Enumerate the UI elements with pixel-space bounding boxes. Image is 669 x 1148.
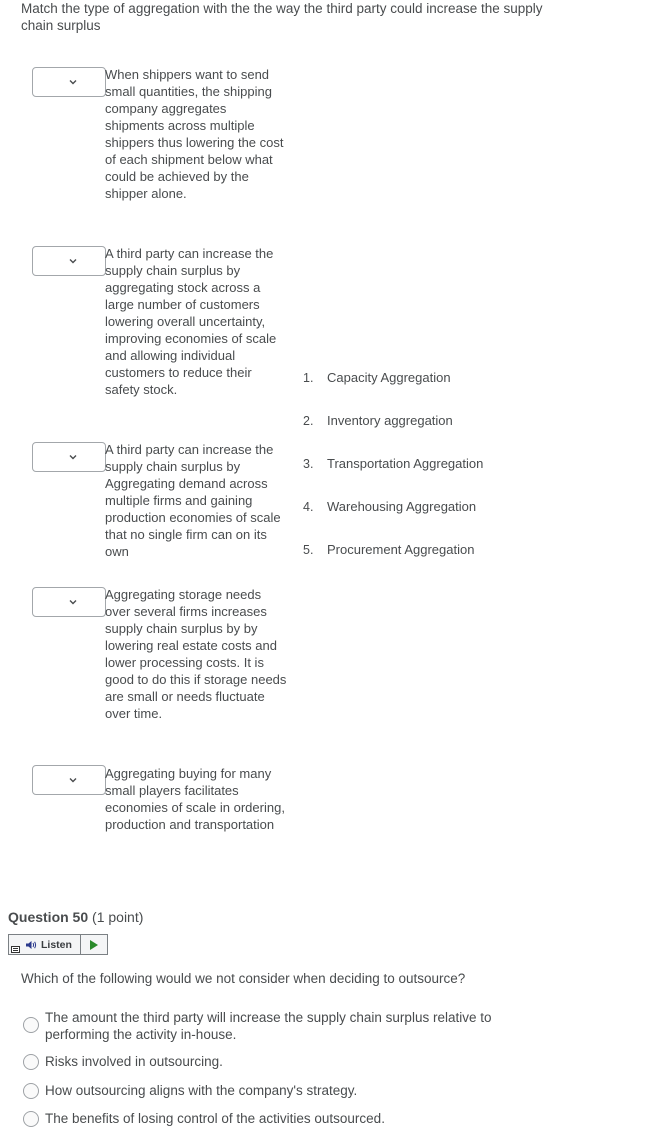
answer-choice-5	[303, 541, 483, 584]
match-select-1[interactable]	[32, 67, 106, 97]
answer-option-1[interactable]	[23, 1009, 543, 1043]
answer-number: 3.	[303, 457, 314, 471]
question-heading	[8, 908, 143, 926]
answer-choice-3	[303, 455, 483, 498]
option-label: The benefits of losing control of the activities outsourced.	[45, 1111, 385, 1126]
answer-option-3[interactable]	[23, 1082, 543, 1100]
answer-option-2[interactable]	[23, 1053, 543, 1071]
match-description-4: Aggregating storage needs over several firms increases supply chain surplus by by lowering real estate costs and lower processing costs. It is good to do this if storage needs are small or needs fluctuate over time.	[105, 587, 287, 721]
match-select-3[interactable]	[32, 442, 106, 472]
answer-choice-2	[303, 412, 483, 455]
answer-number: 5.	[303, 543, 314, 557]
answer-number: 4.	[303, 500, 314, 514]
speaker-icon	[26, 940, 38, 950]
listen-label: Listen	[41, 938, 72, 951]
match-select-4[interactable]	[32, 587, 106, 617]
answer-label: Procurement Aggregation	[327, 542, 475, 557]
answer-label: Warehousing Aggregation	[327, 499, 477, 514]
radio-button[interactable]	[23, 1017, 39, 1033]
question-number: Question 50	[8, 909, 89, 925]
answer-number: 2.	[303, 414, 314, 428]
answer-number: 1.	[303, 371, 314, 385]
answer-option-4[interactable]	[23, 1110, 543, 1128]
match-description-2: A third party can increase the supply chain surplus by aggregating stock across a large number of customers lowering overall uncertainty, improving economies of scale and allowing individual customers to reduce their safety stock.	[105, 246, 277, 397]
chevron-down-icon	[69, 257, 77, 265]
chevron-down-icon	[69, 78, 77, 86]
option-label: The amount the third party will increase the supply chain surplus relative to performing the activity in-house.	[45, 1010, 492, 1042]
radio-button[interactable]	[23, 1111, 39, 1127]
chevron-down-icon	[69, 453, 77, 461]
answer-choice-4	[303, 498, 483, 541]
matching-question-prompt: Match the type of aggregation with the the way the third party could increase the supply chain surplus	[21, 1, 543, 33]
radio-button[interactable]	[23, 1083, 39, 1099]
match-select-2[interactable]	[32, 246, 106, 276]
chevron-down-icon	[69, 598, 77, 606]
listen-toolbar	[8, 934, 108, 955]
question-points: (1 point)	[92, 909, 144, 925]
answer-label: Inventory aggregation	[327, 413, 453, 428]
answer-label: Capacity Aggregation	[327, 370, 451, 385]
play-icon	[90, 940, 98, 950]
option-label: How outsourcing aligns with the company's strategy.	[45, 1083, 358, 1098]
radio-button[interactable]	[23, 1054, 39, 1070]
answer-choice-1	[303, 369, 483, 412]
option-label: Risks involved in outsourcing.	[45, 1054, 223, 1069]
question-text: Which of the following would we not consider when deciding to outsource?	[21, 971, 466, 986]
match-description-1: When shippers want to send small quantities, the shipping company aggregates shipments across multiple shippers thus lowering the cost of each shipment below what could be achieved by the shipper alone.	[105, 67, 284, 201]
match-description-5: Aggregating buying for many small players facilitates economies of scale in ordering, production and transportation	[105, 766, 285, 832]
match-select-5[interactable]	[32, 765, 106, 795]
answer-label: Transportation Aggregation	[327, 456, 484, 471]
chevron-down-icon	[69, 776, 77, 784]
match-description-3: A third party can increase the supply chain surplus by Aggregating demand across multiple firms and gaining production economies of scale that no single firm can on its own	[105, 442, 281, 559]
menu-icon[interactable]	[11, 946, 20, 953]
answer-choices-list	[303, 369, 483, 584]
play-button[interactable]	[81, 935, 107, 954]
